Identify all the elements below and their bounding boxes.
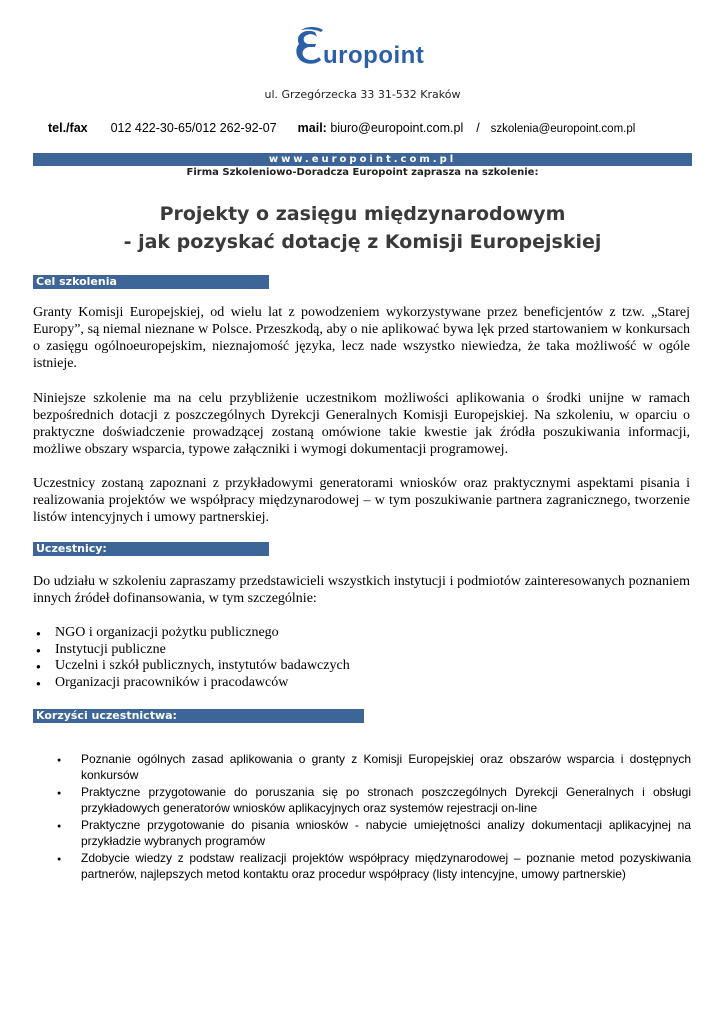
mail-link[interactable]: biuro@europoint.com.pl <box>330 121 464 135</box>
document-title <box>0 200 725 256</box>
list-item: ● Praktyczne przygotowanie do pisania wniosków - nabycie umiejętności analizy dokumentacji aplikacyjnej na przykładzie wybranych programów <box>55 818 691 849</box>
section-heading-participants: Uczestnicy: <box>33 542 269 556</box>
benefits-list <box>55 752 691 884</box>
list-item: ● Zdobycie wiedzy z podstaw realizacji projektów współpracy międzynarodowej – poznanie metod pozyskiwania partnerów, najlepszych metod kontaktu oraz procedur współpracy (listy intencyjne, umowy partnerskie) <box>55 851 691 882</box>
list-item: ● Praktyczne przygotowanie do poruszania się po stronach poszczególnych Dyrekcji Generalnych i obsługi przykładowych generatorów wniosków aplikacyjnych oraz systemów rejestracji on-line <box>55 785 691 816</box>
contact-line <box>48 121 635 135</box>
title-line-1: Projekty o zasięgu międzynarodowym <box>159 203 566 225</box>
list-item: ● Uczelni i szkół publicznych, instytutów badawczych <box>33 658 350 675</box>
list-item: ● NGO i organizacji pożytku publicznego <box>33 625 350 642</box>
section-heading-benefits: Korzyści uczestnictwa: <box>33 709 364 723</box>
europoint-logo <box>0 26 725 75</box>
list-item: ● Poznanie ogólnych zasad aplikowania o granty z Komisji Europejskiej oraz obszarów wsparcia i dostępnych konkursów <box>55 752 691 783</box>
participants-list <box>33 625 350 691</box>
tel-label: tel./fax <box>48 121 88 135</box>
website-bar <box>33 153 692 166</box>
invitation-text: Firma Szkoleniowo-Doradcza Europoint zaprasza na szkolenie: <box>186 167 539 178</box>
list-item: ● Instytucji publiczne <box>33 642 350 659</box>
address: ul. Grzegórzecka 33 31-532 Kraków <box>264 88 461 101</box>
goal-paragraph-2: Niniejsze szkolenie ma na celu przybliżenie uczestnikom możliwości aplikowania o środki unijne w ramach bezpośrednich dotacji z poszczególnych Dyrekcji Generalnych Komisji Europejskiej. Na szkoleniu, w oparciu o praktyczne doświadczenie prowadzącej zostaną omówione takie kwestie jak źródła poszukiwania informacji, możliwe obszary wsparcia, typowe załączniki i wymogi dokumentacji programowej. <box>33 391 690 457</box>
europoint-logo-graphic <box>293 26 433 70</box>
list-item: ● Organizacji pracowników i pracodawców <box>33 675 350 692</box>
mail-separator: / <box>476 121 480 135</box>
participants-intro: Do udziału w szkoleniu zapraszamy przedstawicieli wszystkich instytucji i podmiotów zainteresowanych poznaniem innych źródeł dofinansowania, w tym szczególnie: <box>33 574 690 606</box>
title-line-2: - jak pozyskać dotację z Komisji Europejskiej <box>123 231 602 253</box>
mail-link-2[interactable]: szkolenia@europoint.com.pl <box>490 123 636 135</box>
section-heading-goal: Cel szkolenia <box>33 275 269 289</box>
goal-paragraph-3: Uczestnicy zostaną zapoznani z przykładowymi generatorami wniosków oraz praktycznymi aspektami pisania i realizowania projektów we współpracy międzynarodowej – w tym poszukiwanie partnera zagranicznego, tworzenie listów intencyjnych i umowy partnerskiej. <box>33 476 690 525</box>
svg-text:uropoint: uropoint <box>322 42 424 69</box>
tel-value: 012 422-30-65/012 262-92-07 <box>110 121 277 135</box>
website-link[interactable]: www.europoint.com.pl <box>268 154 457 165</box>
mail-label: mail: <box>297 121 327 135</box>
goal-paragraph-1: Granty Komisji Europejskiej, od wielu lat z powodzeniem wykorzystywane przez beneficjentów z tzw. „Starej Europy”, są niemal nieznane w Polsce. Przeszkodą, aby o nie aplikować bywa lęk przed startowaniem w konkursach o zasięgu ogólnoeuropejskim, nieznajomość języka, lecz nade wszystko niewiedza, że taka możliwość w ogóle istnieje. <box>33 305 690 371</box>
